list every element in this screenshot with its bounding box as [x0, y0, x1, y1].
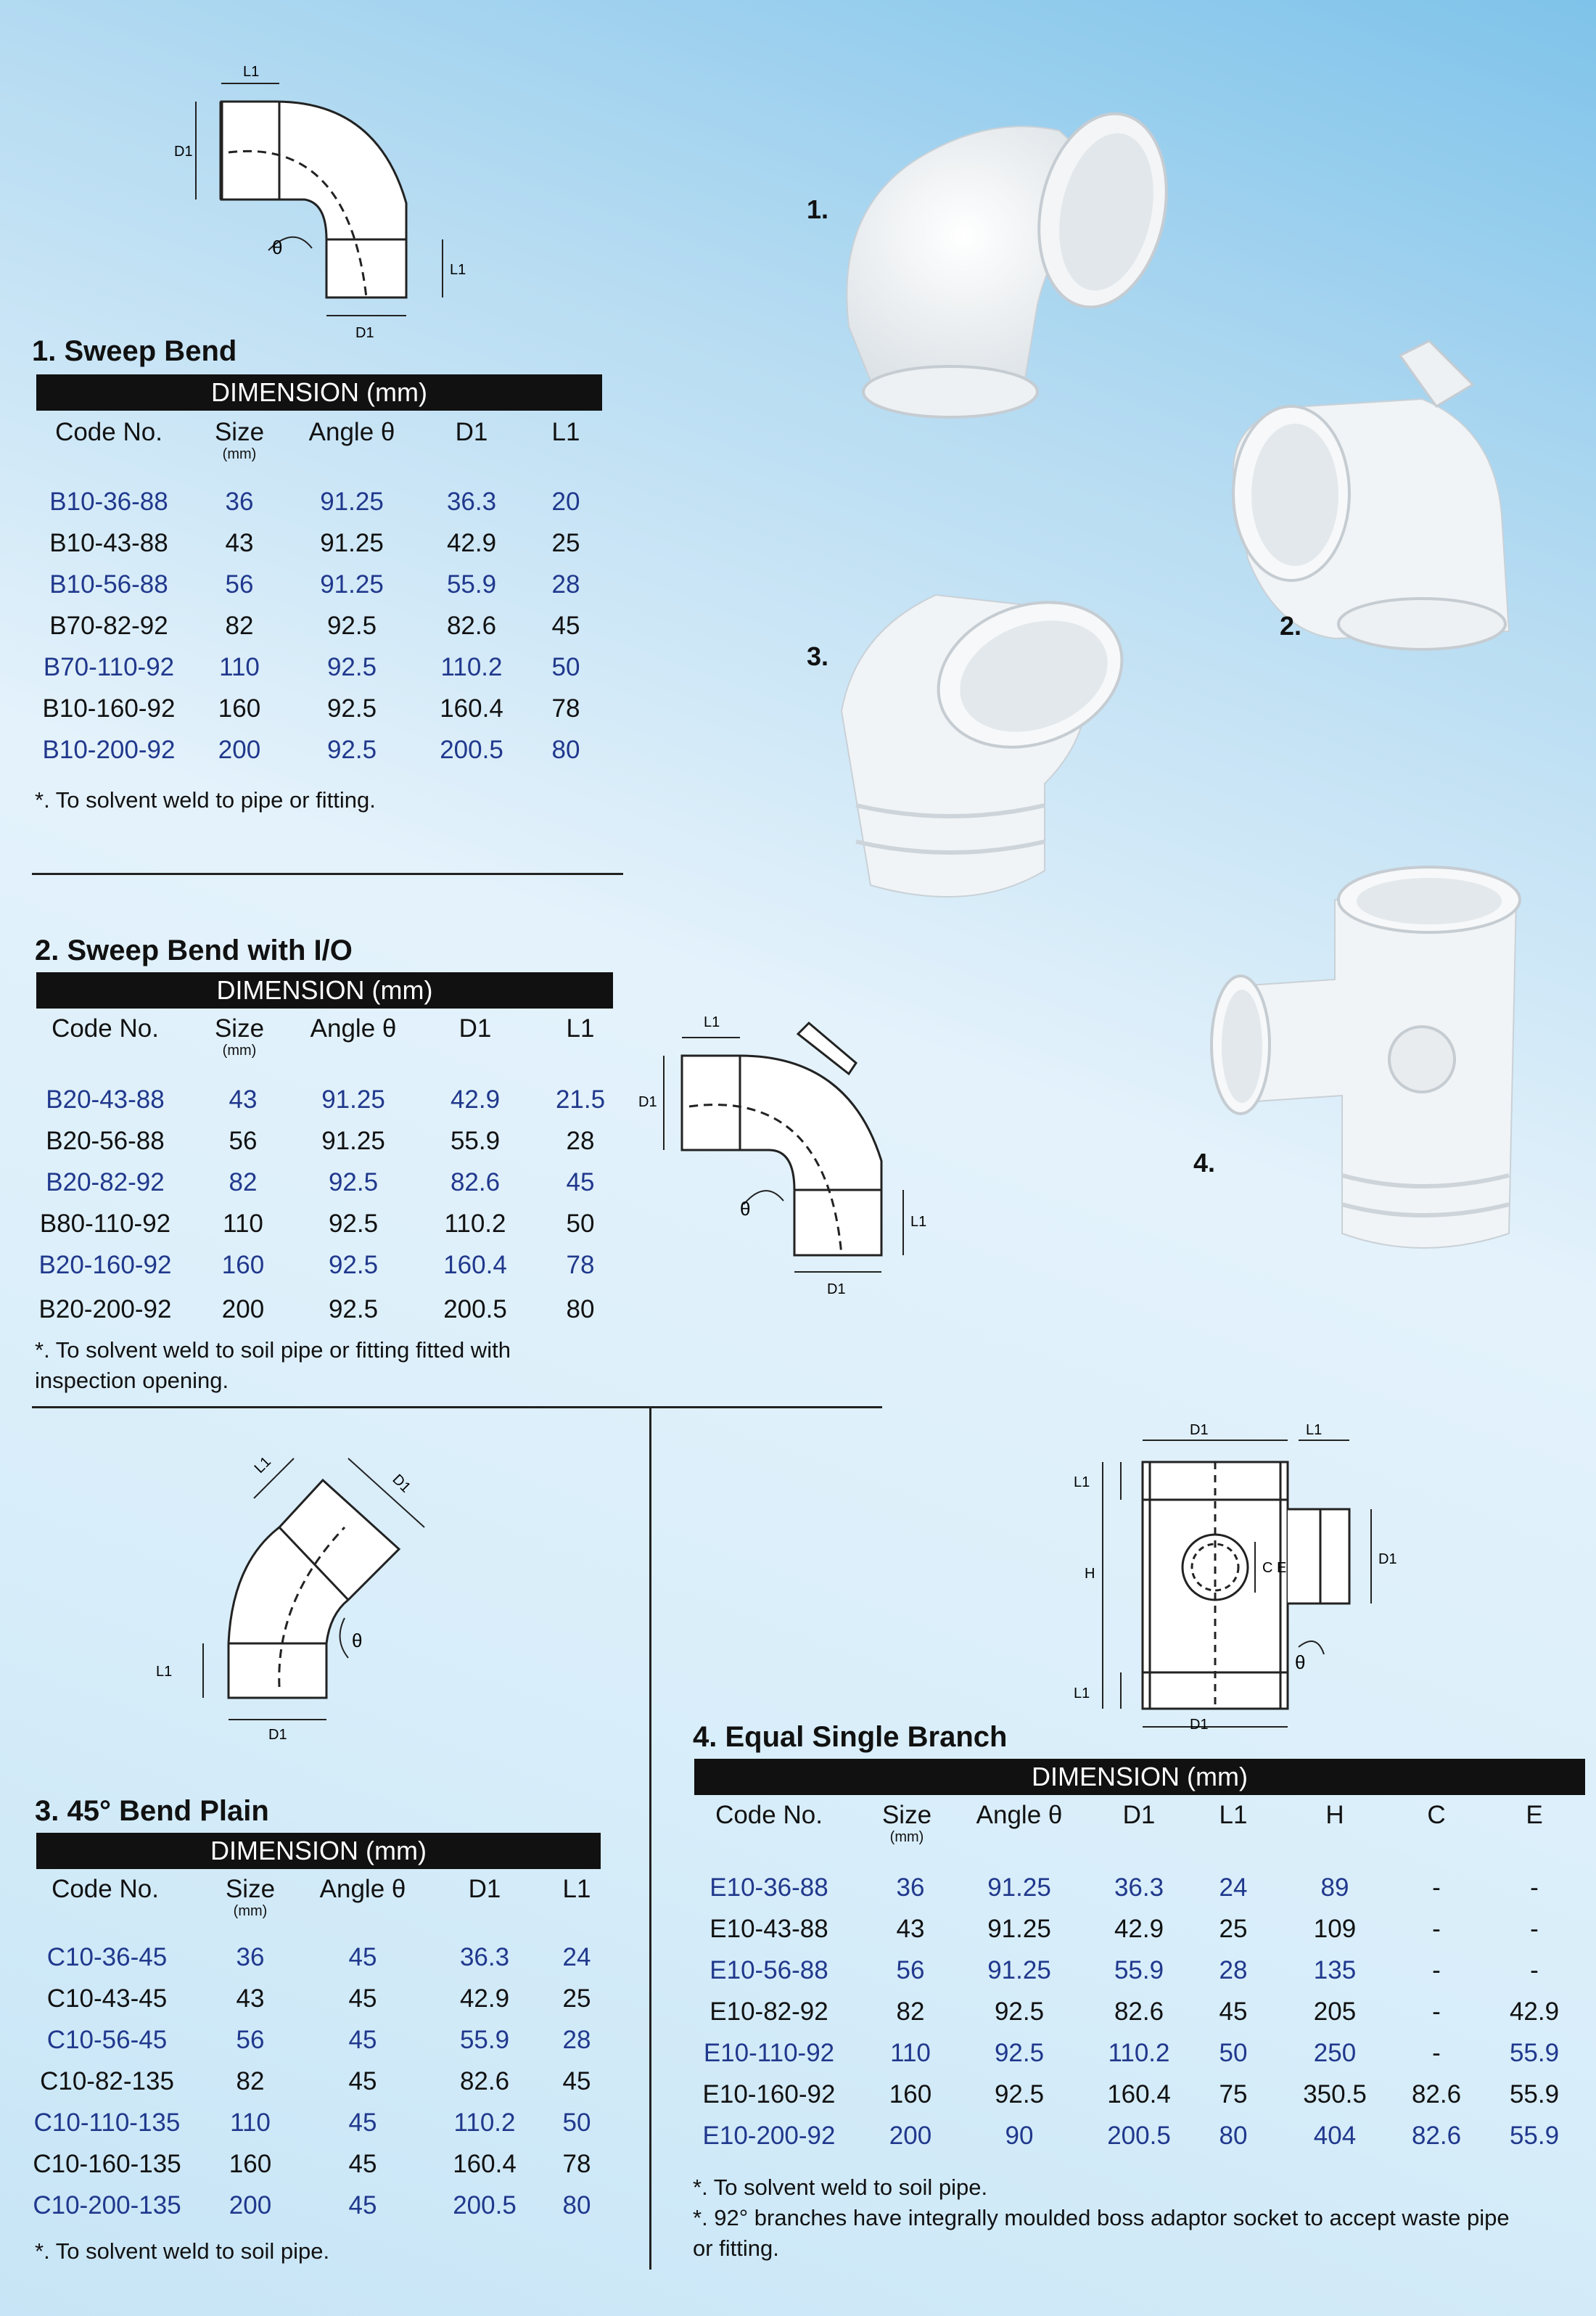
col-header-size [203, 1014, 276, 1058]
table-cell-l1: 25 [562, 1984, 591, 2013]
col-header-d1: D1 [455, 418, 488, 446]
branch-title: 4. Equal Single Branch [693, 1721, 1008, 1753]
table-cell-h: 205 [1313, 1997, 1357, 2026]
table-cell-code: B10-160-92 [42, 694, 176, 723]
size-unit: (mm) [889, 1829, 924, 1845]
table-cell-l1: 80 [566, 1295, 595, 1323]
size-label: Size [214, 418, 265, 446]
table-cell-l1: 28 [551, 570, 580, 599]
table-cell-d1: 110.2 [453, 2108, 516, 2137]
l1-label: L1 [450, 262, 466, 278]
table-cell-angle: 92.5 [328, 1295, 379, 1323]
table-cell-angle: 92.5 [326, 736, 377, 764]
table-cell-code: E10-43-88 [709, 1915, 828, 1943]
table-cell-size: 160 [221, 1251, 265, 1279]
table-cell-size: 110 [223, 1210, 263, 1238]
table-cell-size: 36 [896, 1873, 925, 1902]
table-cell-l1: 20 [551, 488, 580, 516]
size-label: Size [225, 1875, 276, 1903]
bend45-title: 3. 45° Bend Plain [35, 1795, 269, 1827]
product-photo-equal-branch [1204, 856, 1538, 1277]
table-cell-l1: 50 [566, 1210, 595, 1238]
table-cell-code: B20-82-92 [46, 1168, 165, 1196]
col-header-l1: L1 [566, 1014, 595, 1043]
table-cell-size: 160 [229, 2150, 272, 2178]
table-cell-l1: 28 [1219, 1956, 1248, 1984]
table-cell-l1: 28 [566, 1127, 595, 1155]
table-cell-code: B20-56-88 [46, 1127, 165, 1155]
table-cell-angle: 92.5 [994, 1997, 1045, 2026]
col-header-size [214, 1875, 287, 1918]
table-cell-code: B10-36-88 [49, 488, 168, 516]
size-unit: (mm) [233, 1903, 268, 1919]
bend45-note: *. To solvent weld to soil pipe. [35, 2238, 330, 2264]
col-header-size [871, 1801, 943, 1844]
table-cell-e: - [1530, 1915, 1539, 1943]
table-cell-angle: 91.25 [987, 1956, 1051, 1984]
h-label: H [1085, 1566, 1095, 1582]
table-cell-d1: 42.9 [450, 1085, 501, 1114]
table-cell-l1: 45 [551, 612, 580, 640]
table-cell-e: 55.9 [1509, 2122, 1560, 2150]
table-cell-code: B80-110-92 [39, 1210, 171, 1238]
dimension-bar: DIMENSION (mm) [36, 374, 602, 411]
table-cell-angle: 45 [348, 2150, 377, 2178]
product-photo-sweep-bend-io [1190, 327, 1523, 660]
col-header-c: C [1427, 1801, 1446, 1829]
col-header-h: H [1325, 1801, 1344, 1829]
table-cell-l1: 78 [562, 2150, 591, 2178]
table-cell-size: 110 [219, 653, 260, 681]
table-cell-angle: 92.5 [328, 1251, 379, 1279]
table-cell-code: B10-200-92 [42, 736, 176, 764]
table-cell-angle: 45 [348, 2108, 377, 2137]
e-label: E [1277, 1560, 1287, 1576]
table-cell-code: B20-160-92 [38, 1251, 172, 1279]
table-cell-l1: 75 [1219, 2080, 1248, 2108]
table-cell-d1: 36.3 [459, 1943, 510, 1971]
table-cell-angle: 91.25 [987, 1873, 1051, 1902]
table-cell-size: 200 [889, 2122, 932, 2150]
table-cell-size: 43 [236, 1984, 265, 2013]
note-line: or fitting. [693, 2235, 779, 2261]
table-cell-c: - [1432, 1915, 1441, 1943]
table-cell-l1: 50 [562, 2108, 591, 2137]
table-cell-d1: 200.5 [1107, 2122, 1171, 2150]
table-cell-size: 82 [896, 1997, 925, 2026]
table-cell-angle: 92.5 [994, 2080, 1045, 2108]
l1-label: L1 [1074, 1474, 1090, 1490]
size-label: Size [214, 1014, 265, 1043]
vertical-divider [649, 1406, 651, 2270]
table-cell-code: B70-110-92 [43, 653, 175, 681]
table-cell-angle: 91.25 [987, 1915, 1051, 1943]
bend45-diagram [152, 1440, 457, 1745]
col-header-e: E [1526, 1801, 1543, 1829]
table-cell-l1: 80 [562, 2191, 591, 2220]
table-cell-angle: 91.25 [321, 1085, 385, 1114]
table-cell-code: B20-43-88 [46, 1085, 165, 1114]
note-line: *. To solvent weld to soil pipe. [693, 2175, 988, 2200]
table-cell-d1: 160.4 [443, 1251, 507, 1279]
table-cell-l1: 80 [551, 736, 580, 764]
table-cell-h: 89 [1320, 1873, 1349, 1902]
table-cell-d1: 36.3 [1114, 1873, 1164, 1902]
table-cell-l1: 80 [1219, 2122, 1248, 2150]
col-header-angle: Angle θ [308, 418, 395, 446]
col-header-angle: Angle θ [976, 1801, 1063, 1829]
table-cell-d1: 36.3 [446, 488, 497, 516]
d1-label: D1 [827, 1281, 846, 1297]
col-header-l1: L1 [562, 1875, 591, 1903]
table-cell-size: 160 [218, 694, 261, 723]
table-cell-size: 36 [225, 488, 254, 516]
d1-label: D1 [174, 144, 193, 160]
table-cell-size: 82 [236, 2067, 265, 2095]
sweep-bend-io-title: 2. Sweep Bend with I/O [35, 935, 353, 966]
table-cell-size: 110 [890, 2039, 931, 2067]
d1-label: D1 [268, 1727, 287, 1743]
theta-label: θ [1295, 1651, 1306, 1673]
col-header-angle: Angle θ [310, 1014, 397, 1043]
table-cell-angle: 92.5 [328, 1210, 379, 1238]
table-cell-d1: 42.9 [1114, 1915, 1164, 1943]
col-header-l1: L1 [1219, 1801, 1248, 1829]
table-cell-e: 42.9 [1509, 1997, 1560, 2026]
table-cell-code: C10-36-45 [46, 1943, 168, 1971]
table-cell-l1: 45 [1219, 1997, 1248, 2026]
table-cell-angle: 91.25 [320, 488, 384, 516]
col-header-d1: D1 [1122, 1801, 1156, 1829]
col-header-angle: Angle θ [319, 1875, 406, 1903]
note-line: *. 92° branches have integrally moulded boss adaptor socket to accept waste pipe [693, 2205, 1510, 2230]
table-cell-size: 56 [225, 570, 254, 599]
table-cell-l1: 45 [562, 2067, 591, 2095]
table-cell-size: 43 [229, 1085, 258, 1114]
product-photo-sweep-bend [820, 87, 1197, 421]
d1-label: D1 [638, 1094, 657, 1110]
note-line: inspection opening. [35, 1368, 229, 1393]
table-cell-h: 350.5 [1303, 2080, 1367, 2108]
table-cell-angle: 92.5 [326, 653, 377, 681]
table-cell-angle: 92.5 [328, 1168, 379, 1196]
table-cell-h: 135 [1313, 1956, 1357, 1984]
table-cell-d1: 200.5 [453, 2191, 517, 2220]
table-cell-c: - [1432, 1873, 1441, 1902]
table-cell-d1: 110.2 [1108, 2039, 1170, 2067]
table-cell-l1: 78 [551, 694, 580, 723]
table-cell-d1: 55.9 [1114, 1956, 1164, 1984]
table-cell-size: 56 [229, 1127, 258, 1155]
table-cell-code: E10-36-88 [709, 1873, 828, 1902]
table-cell-angle: 45 [348, 1984, 377, 2013]
table-cell-l1: 24 [1219, 1873, 1248, 1902]
col-header-d1: D1 [468, 1875, 501, 1903]
table-cell-size: 110 [230, 2108, 271, 2137]
table-cell-l1: 78 [566, 1251, 595, 1279]
d1-label: D1 [355, 325, 374, 341]
l1-label: L1 [251, 1453, 274, 1477]
col-header-code: Code No. [52, 1014, 159, 1043]
col-header-l1: L1 [551, 418, 580, 446]
table-cell-l1: 45 [566, 1168, 595, 1196]
col-header-d1: D1 [458, 1014, 492, 1043]
col-header-code: Code No. [55, 418, 163, 446]
d1-label: D1 [389, 1471, 414, 1496]
table-cell-e: - [1530, 1956, 1539, 1984]
table-cell-e: 55.9 [1509, 2039, 1560, 2067]
table-cell-h: 250 [1313, 2039, 1357, 2067]
d1-label: D1 [1190, 1422, 1209, 1438]
sweep-bend-diagram [160, 58, 493, 348]
table-cell-size: 160 [889, 2080, 932, 2108]
sweep-bend-note: *. To solvent weld to pipe or fitting. [35, 787, 376, 813]
table-cell-code: C10-200-135 [33, 2191, 181, 2220]
c-label: C [1262, 1560, 1273, 1576]
table-cell-code: C10-110-135 [33, 2108, 181, 2137]
col-header-size [203, 418, 276, 461]
theta-label: θ [740, 1198, 751, 1220]
theta-label: θ [272, 237, 283, 258]
table-cell-size: 200 [218, 736, 261, 764]
dimension-bar: DIMENSION (mm) [36, 1833, 601, 1869]
table-cell-e: - [1530, 1873, 1539, 1902]
table-cell-code: E10-200-92 [702, 2122, 836, 2150]
col-header-code: Code No. [52, 1875, 159, 1903]
table-cell-d1: 55.9 [446, 570, 497, 599]
l1-label: L1 [704, 1014, 720, 1030]
table-cell-code: B20-200-92 [38, 1295, 172, 1323]
branch-note [693, 2172, 1585, 2264]
photo-label-2: 2. [1280, 611, 1302, 641]
table-cell-code: E10-160-92 [702, 2080, 836, 2108]
table-cell-angle: 45 [348, 2067, 377, 2095]
table-cell-code: E10-82-92 [709, 1997, 828, 2026]
table-cell-c: 82.6 [1411, 2080, 1462, 2108]
sweep-bend-io-diagram [631, 1005, 950, 1302]
size-unit: (mm) [222, 1043, 257, 1059]
divider [32, 1406, 882, 1408]
table-cell-angle: 45 [348, 2026, 377, 2054]
table-cell-size: 82 [229, 1168, 258, 1196]
table-cell-d1: 110.2 [440, 653, 503, 681]
table-cell-d1: 82.6 [1114, 1997, 1164, 2026]
sweep-bend-title: 1. Sweep Bend [32, 335, 237, 367]
theta-label: θ [352, 1630, 363, 1651]
table-cell-l1: 25 [551, 529, 580, 557]
table-cell-angle: 91.25 [320, 529, 384, 557]
table-cell-code: C10-43-45 [46, 1984, 168, 2013]
note-line: *. To solvent weld to soil pipe or fitting fitted with [35, 1337, 511, 1363]
table-cell-size: 56 [236, 2026, 265, 2054]
divider [32, 873, 623, 875]
table-cell-d1: 160.4 [1107, 2080, 1171, 2108]
table-cell-l1: 50 [551, 653, 580, 681]
table-cell-angle: 92.5 [326, 612, 377, 640]
table-cell-code: E10-56-88 [709, 1956, 828, 1984]
col-header-code: Code No. [715, 1801, 823, 1829]
l1-label: L1 [1074, 1685, 1090, 1701]
table-cell-d1: 82.6 [446, 612, 497, 640]
d1-label: D1 [1190, 1717, 1209, 1733]
table-cell-size: 36 [236, 1943, 265, 1971]
table-cell-l1: 50 [1219, 2039, 1248, 2067]
photo-label-3: 3. [807, 641, 829, 671]
dimension-bar: DIMENSION (mm) [694, 1759, 1585, 1795]
sweep-bend-io-note [35, 1335, 511, 1396]
table-cell-angle: 90 [1005, 2122, 1034, 2150]
branch-diagram [1059, 1418, 1407, 1738]
table-cell-d1: 200.5 [440, 736, 503, 764]
l1-label: L1 [1306, 1422, 1323, 1438]
table-cell-code: C10-160-135 [33, 2150, 181, 2178]
l1-label: L1 [156, 1664, 173, 1680]
l1-label: L1 [243, 64, 260, 80]
table-cell-d1: 160.4 [453, 2150, 517, 2178]
table-cell-h: 109 [1313, 1915, 1357, 1943]
table-cell-l1: 28 [562, 2026, 591, 2054]
table-cell-c: 82.6 [1411, 2122, 1462, 2150]
table-cell-d1: 200.5 [443, 1295, 507, 1323]
table-cell-angle: 45 [348, 2191, 377, 2220]
table-cell-size: 82 [225, 612, 254, 640]
table-cell-code: B70-82-92 [49, 612, 168, 640]
table-cell-d1: 42.9 [446, 529, 497, 557]
table-cell-size: 200 [221, 1295, 265, 1323]
table-cell-code: B10-43-88 [49, 529, 168, 557]
table-cell-h: 404 [1313, 2122, 1357, 2150]
table-cell-angle: 91.25 [321, 1127, 385, 1155]
table-cell-size: 200 [229, 2191, 272, 2220]
table-cell-l1: 24 [562, 1943, 591, 1971]
table-cell-d1: 55.9 [450, 1127, 501, 1155]
table-cell-c: - [1432, 1997, 1441, 2026]
table-cell-d1: 82.6 [450, 1168, 501, 1196]
table-cell-code: B10-56-88 [49, 570, 168, 599]
table-cell-c: - [1432, 1956, 1441, 1984]
table-cell-e: 55.9 [1509, 2080, 1560, 2108]
table-cell-angle: 91.25 [320, 570, 384, 599]
table-cell-size: 43 [225, 529, 254, 557]
photo-label-1: 1. [807, 194, 829, 224]
l1-label: L1 [910, 1214, 927, 1230]
table-cell-code: E10-110-92 [703, 2039, 835, 2067]
table-cell-d1: 82.6 [459, 2067, 510, 2095]
table-cell-angle: 92.5 [326, 694, 377, 723]
table-cell-l1: 21.5 [555, 1085, 606, 1114]
table-cell-angle: 92.5 [994, 2039, 1045, 2067]
table-cell-d1: 160.4 [440, 694, 503, 723]
d1-label: D1 [1378, 1551, 1397, 1567]
table-cell-l1: 25 [1219, 1915, 1248, 1943]
table-cell-d1: 42.9 [459, 1984, 510, 2013]
size-unit: (mm) [222, 446, 257, 462]
table-cell-size: 43 [896, 1915, 925, 1943]
table-cell-code: C10-56-45 [46, 2026, 168, 2054]
table-cell-c: - [1432, 2039, 1441, 2067]
table-cell-d1: 110.2 [444, 1210, 506, 1238]
product-photo-45-bend [827, 566, 1161, 929]
photo-label-4: 4. [1193, 1148, 1216, 1178]
table-cell-angle: 45 [348, 1943, 377, 1971]
table-cell-d1: 55.9 [459, 2026, 510, 2054]
dimension-bar: DIMENSION (mm) [36, 972, 613, 1009]
table-cell-code: C10-82-135 [40, 2067, 174, 2095]
size-label: Size [881, 1801, 932, 1829]
table-cell-size: 56 [896, 1956, 925, 1984]
